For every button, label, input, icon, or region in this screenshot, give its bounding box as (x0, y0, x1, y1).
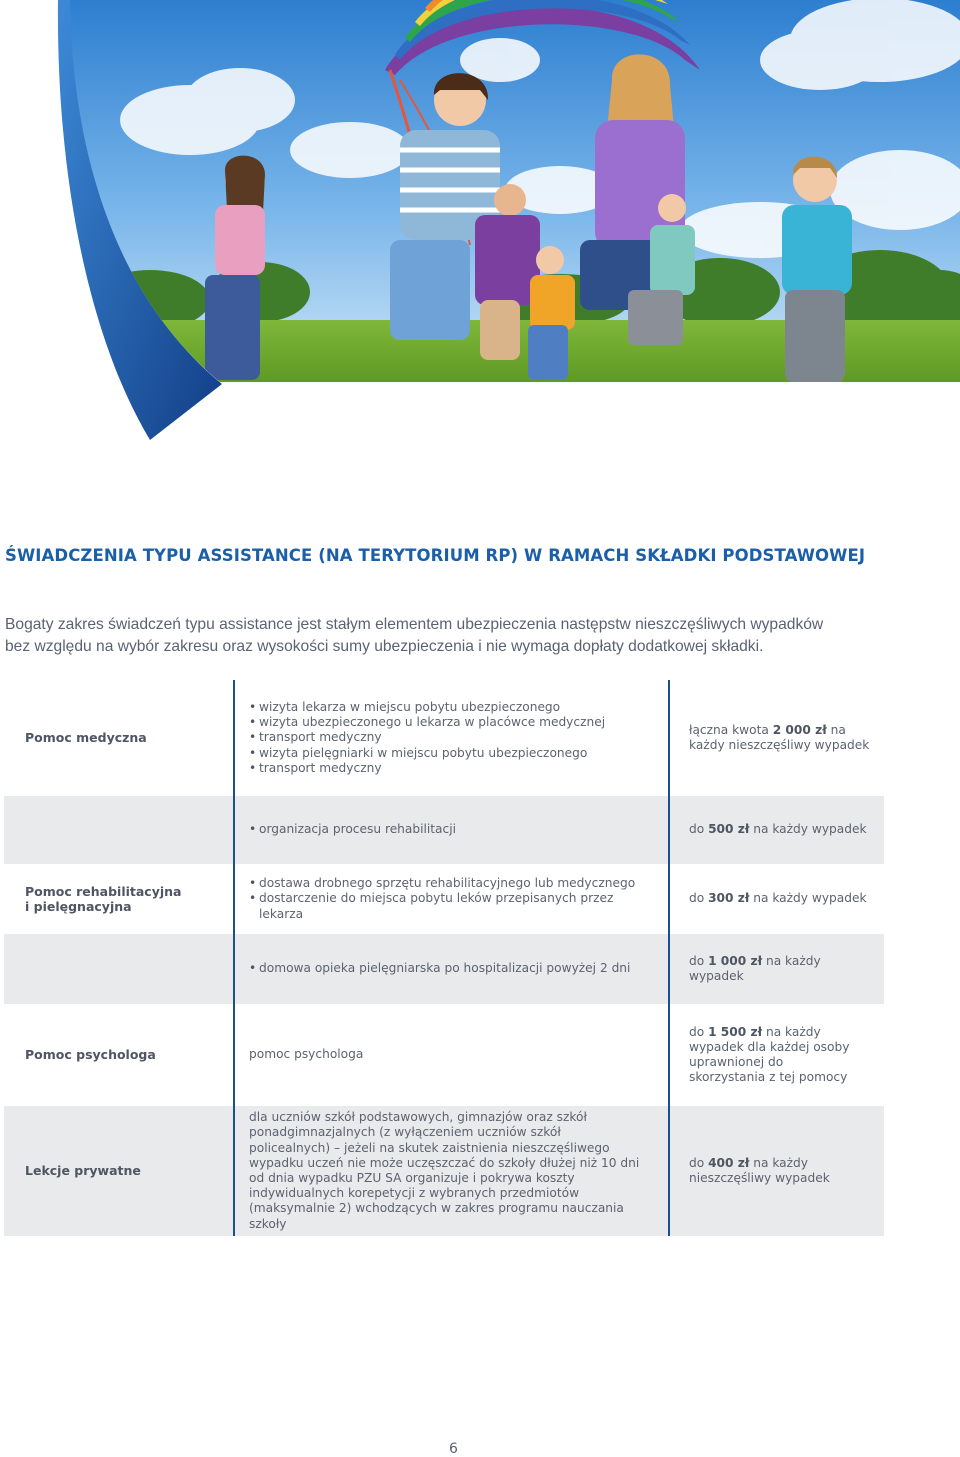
page-number: 6 (449, 1441, 458, 1457)
section-heading: ŚWIADCZENIA TYPU ASSISTANCE (NA TERYTORIUM RP) W RAMACH SKŁADKI PODSTAWOWEJ (5, 546, 866, 565)
limit-prefix: do (689, 1155, 709, 1170)
row-label-psych: Pomoc psychologa (25, 1047, 156, 1063)
limit-amount: 2 000 zł (772, 722, 827, 737)
limit-rehab-3 (670, 954, 870, 984)
hero-illustration (0, 0, 960, 450)
intro-line-2: bez względu na wybór zakresu oraz wysokości sumy ubezpieczenia i nie wymaga dopłaty dodatkowej składki. (5, 638, 764, 655)
table-row-psych (4, 1004, 884, 1106)
services-list (249, 700, 660, 776)
table-row-lessons (4, 1106, 884, 1236)
services-list (249, 961, 660, 976)
limit-psych (670, 1025, 860, 1086)
limit-rehab-2 (670, 891, 884, 906)
limit-amount: 1 000 zł (708, 953, 763, 968)
services-medical (234, 700, 670, 776)
column-divider (668, 934, 670, 1004)
limit-suffix: na każdy nieszczęśliwy wypadek (689, 1155, 830, 1185)
list-item: • transport medyczny (249, 730, 660, 745)
intro-paragraph (5, 614, 865, 658)
table-row-rehab-1 (4, 796, 884, 864)
services-psych: pomoc psychologa (249, 1047, 364, 1062)
limit-prefix: do (689, 953, 709, 968)
list-item: • wizyta lekarza w miejscu pobytu ubezpieczonego (249, 700, 660, 715)
limit-suffix: na każdy wypadek (689, 953, 821, 983)
column-divider (233, 1106, 235, 1236)
row-label-rehab-line-2: i pielęgnacyjna (25, 899, 132, 914)
limit-suffix: na każdy wypadek dla każdej osoby uprawnionej do skorzystania z tej pomocy (689, 1024, 850, 1085)
services-rehab-1 (234, 822, 670, 837)
limit-amount: 300 zł (708, 891, 750, 906)
limit-medical (670, 723, 884, 753)
limit-prefix: do (689, 822, 709, 837)
limit-amount: 1 500 zł (708, 1024, 763, 1039)
limit-prefix: do (689, 1024, 709, 1039)
limit-prefix: łączna kwota (689, 722, 773, 737)
limit-amount: 400 zł (708, 1155, 750, 1170)
column-divider (233, 680, 235, 796)
list-item: • transport medyczny (249, 761, 660, 776)
row-label-rehab-line-1: Pomoc rehabilitacyjna (25, 883, 182, 899)
row-label-lessons: Lekcje prywatne (25, 1163, 141, 1179)
list-item: • organizacja procesu rehabilitacji (249, 822, 660, 837)
column-divider (668, 1004, 670, 1106)
row-label-medical: Pomoc medyczna (25, 730, 147, 746)
intro-line-1: Bogaty zakres świadczeń typu assistance jest stałym elementem ubezpieczenia następstw nieszczęśliwych wypadków (5, 616, 824, 633)
column-divider (668, 680, 670, 796)
column-divider (668, 796, 670, 864)
limit-amount: 500 zł (708, 822, 750, 837)
limit-suffix: na każdy wypadek (749, 822, 867, 837)
limit-lessons (670, 1156, 860, 1186)
services-lessons: dla uczniów szkół podstawowych, gimnazjów oraz szkół ponadgimnazjalnych (z wyłączeniem uczniów szkół policealnych) – jeżeli na skutek zaistnienia nieszczęśliwego wypadku uczeń nie może uczęszczać do szkoły dłużej niż 10 dni od dnia wypadku PZU SA organizuje i pokrywa koszty indywidualnych korepetycji z wybranych przedmiotów (maksymalnie 2) wchodzących w zakres programu nauczania szkoły (249, 1110, 640, 1231)
table-row-medical (4, 680, 884, 796)
limit-suffix: na każdy wypadek (749, 891, 867, 906)
table-row-rehab-3 (4, 934, 884, 1004)
column-divider (668, 1106, 670, 1236)
benefits-table (4, 680, 884, 1236)
services-rehab-2 (234, 876, 670, 922)
list-item: • dostarczenie do miejsca pobytu leków przepisanych przez lekarza (249, 891, 660, 921)
list-item: • domowa opieka pielęgniarska po hospitalizacji powyżej 2 dni (249, 961, 660, 976)
rehab-group (4, 796, 884, 1004)
services-rehab-3 (234, 961, 670, 976)
column-divider (233, 1004, 235, 1106)
column-divider (233, 934, 235, 1004)
list-item: • wizyta pielęgniarki w miejscu pobytu ubezpieczonego (249, 746, 660, 761)
services-list (249, 876, 660, 922)
column-divider (233, 864, 235, 934)
list-item: • wizyta ubezpieczonego u lekarza w placówce medycznej (249, 715, 660, 730)
list-item: • dostawa drobnego sprzętu rehabilitacyjnego lub medycznego (249, 876, 660, 891)
column-divider (668, 864, 670, 934)
column-divider (233, 796, 235, 864)
limit-prefix: do (689, 891, 709, 906)
limit-rehab-1 (670, 822, 884, 837)
limit-suffix: na każdy nieszczęśliwy wypadek (689, 722, 870, 752)
services-list (249, 822, 660, 837)
table-row-rehab-2 (4, 864, 884, 934)
